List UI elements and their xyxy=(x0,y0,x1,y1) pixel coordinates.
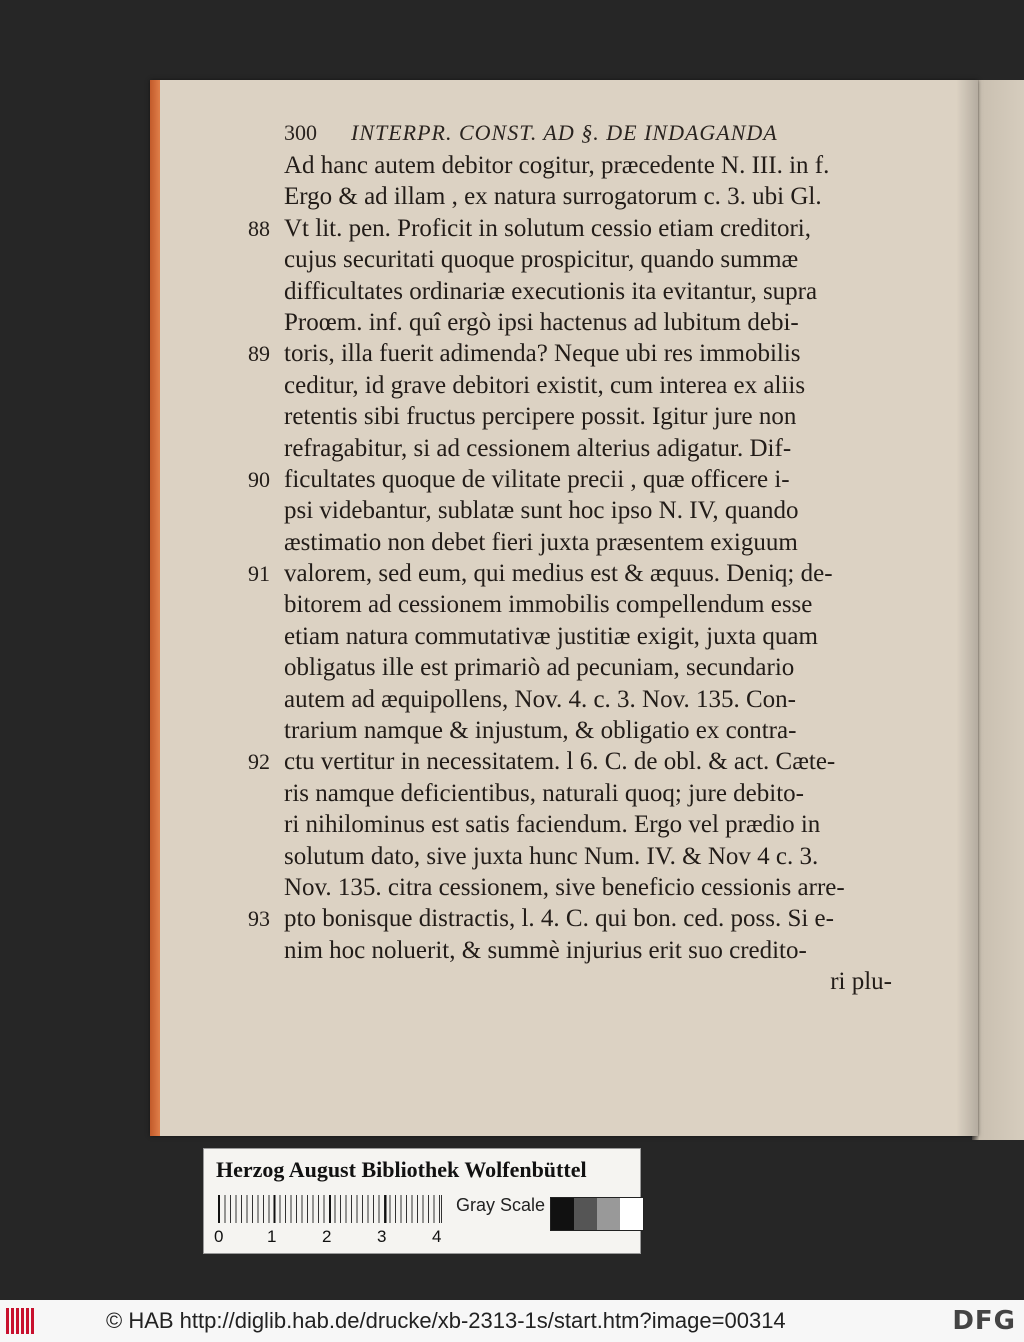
gray-swatch xyxy=(620,1198,643,1230)
text-line xyxy=(248,778,908,809)
text-line xyxy=(248,558,908,589)
text-line xyxy=(248,181,908,212)
line-text: autem ad æquipollens, Nov. 4. c. 3. Nov. 135. Con- xyxy=(284,685,796,713)
line-text: bitorem ad cessionem immobilis compellendum esse xyxy=(284,591,813,619)
text-line xyxy=(248,338,908,369)
margin-number: 93 xyxy=(248,906,270,932)
ruler-label: 1 xyxy=(267,1227,277,1246)
line-text: psi videbantur, sublatæ sunt hoc ipso N. IV, quando xyxy=(284,497,799,525)
running-head: INTERPR. CONST. AD §. DE INDAGANDA xyxy=(351,120,778,145)
footer-bar xyxy=(0,1300,1024,1342)
line-text: ctu vertitur in necessitatem. l 6. C. de obl. & act. Cæte- xyxy=(284,748,836,776)
text-line xyxy=(248,684,908,715)
line-text: obligatus ille est primariò ad pecuniam, secundario xyxy=(284,654,795,682)
line-text: Proœm. inf. quî ergò ipsi hactenus ad lubitum debi- xyxy=(284,308,799,336)
line-text: Ad hanc autem debitor cogitur, præcedente N. III. in f. xyxy=(284,152,830,179)
text-line xyxy=(248,589,908,620)
margin-number: 92 xyxy=(248,749,270,775)
catchword-line xyxy=(248,966,908,997)
gray-swatch xyxy=(551,1198,574,1230)
text-line xyxy=(248,370,908,401)
line-text: difficultates ordinariæ executionis ita evitantur, supra xyxy=(284,277,818,305)
text-line xyxy=(248,872,908,903)
library-color-card xyxy=(203,1148,641,1254)
gray-scale-label: Gray Scale xyxy=(456,1195,546,1215)
line-text: ficultates quoque de vilitate precii , quæ officere i- xyxy=(284,465,790,493)
text-line xyxy=(248,213,908,244)
page-gutter-shadow xyxy=(956,80,978,1136)
page-number: 300 xyxy=(284,120,317,145)
text-line xyxy=(248,307,908,338)
text-line xyxy=(248,652,908,683)
text-line xyxy=(248,495,908,526)
line-text: solutum dato, sive juxta hunc Num. IV. & Nov 4 c. 3. xyxy=(284,842,819,870)
text-line xyxy=(248,903,908,934)
ruler-label: 0 xyxy=(214,1227,224,1246)
line-text: refragabitur, si ad cessionem alterius adigatur. Dif- xyxy=(284,434,792,462)
line-text: valorem, sed eum, qui medius est & æquus. Deniq; de- xyxy=(284,560,833,588)
text-line xyxy=(248,841,908,872)
body-text xyxy=(248,150,908,998)
scale-ruler xyxy=(214,1191,444,1249)
line-text: pto bonisque distractis, l. 4. C. qui bon. ced. poss. Si e- xyxy=(284,905,834,933)
text-line xyxy=(248,244,908,275)
line-text: Vt lit. pen. Proficit in solutum cessio etiam creditori, xyxy=(284,214,811,242)
library-name: Herzog August Bibliothek Wolfenbüttel xyxy=(216,1157,587,1182)
text-line xyxy=(248,621,908,652)
hab-logo-icon xyxy=(6,1308,36,1334)
margin-number: 91 xyxy=(248,561,270,587)
text-line xyxy=(248,464,908,495)
copyright-url[interactable]: © HAB http://diglib.hab.de/drucke/xb-2313-1s/start.htm?image=00314 xyxy=(106,1308,786,1333)
facing-page-edge xyxy=(972,80,1024,1140)
line-text: toris, illa fuerit adimenda? Neque ubi res immobilis xyxy=(284,340,801,368)
ruler-label: 4 xyxy=(432,1227,442,1246)
text-line xyxy=(248,715,908,746)
text-line xyxy=(248,150,908,181)
margin-number: 88 xyxy=(248,215,270,241)
dfg-logo: DFG xyxy=(952,1306,1016,1336)
catchword: ri plu- xyxy=(830,968,892,996)
margin-number: 90 xyxy=(248,466,270,492)
margin-number: 89 xyxy=(248,341,270,367)
line-text: ceditur, id grave debitori existit, cum interea ex aliis xyxy=(284,371,806,399)
line-text: retentis sibi fructus percipere possit. Igitur jure non xyxy=(284,403,797,431)
line-text: Ergo & ad illam , ex natura surrogatorum c. 3. ubi Gl. xyxy=(284,183,822,211)
line-text: trarium namque & injustum, & obligatio ex contra- xyxy=(284,717,797,745)
text-line xyxy=(248,935,908,966)
text-line xyxy=(248,746,908,777)
text-line xyxy=(248,276,908,307)
line-text: etiam natura commutativæ justitiæ exigit, juxta quam xyxy=(284,622,818,650)
line-text: nim hoc noluerit, & summè injurius erit suo credito- xyxy=(284,936,807,964)
line-text: ris namque deficientibus, naturali quoq; jure debito- xyxy=(284,779,804,807)
text-line xyxy=(248,527,908,558)
ruler-label: 3 xyxy=(377,1227,387,1246)
line-text: cujus securitati quoque prospicitur, quando summæ xyxy=(284,246,799,274)
ruler-major-ticks xyxy=(218,1195,440,1223)
line-text: ri nihilominus est satis faciendum. Ergo vel prædio in xyxy=(284,811,821,839)
gray-swatch xyxy=(574,1198,597,1230)
page-red-edge xyxy=(150,80,160,1136)
line-text: æstimatio non debet fieri juxta præsentem exiguum xyxy=(284,528,798,556)
gray-scale-swatches xyxy=(550,1197,644,1231)
text-line xyxy=(248,433,908,464)
ruler-label: 2 xyxy=(322,1227,332,1246)
text-line xyxy=(248,401,908,432)
line-text: Nov. 135. citra cessionem, sive beneficio cessionis arre- xyxy=(284,873,845,901)
text-line xyxy=(248,809,908,840)
gray-swatch xyxy=(597,1198,620,1230)
